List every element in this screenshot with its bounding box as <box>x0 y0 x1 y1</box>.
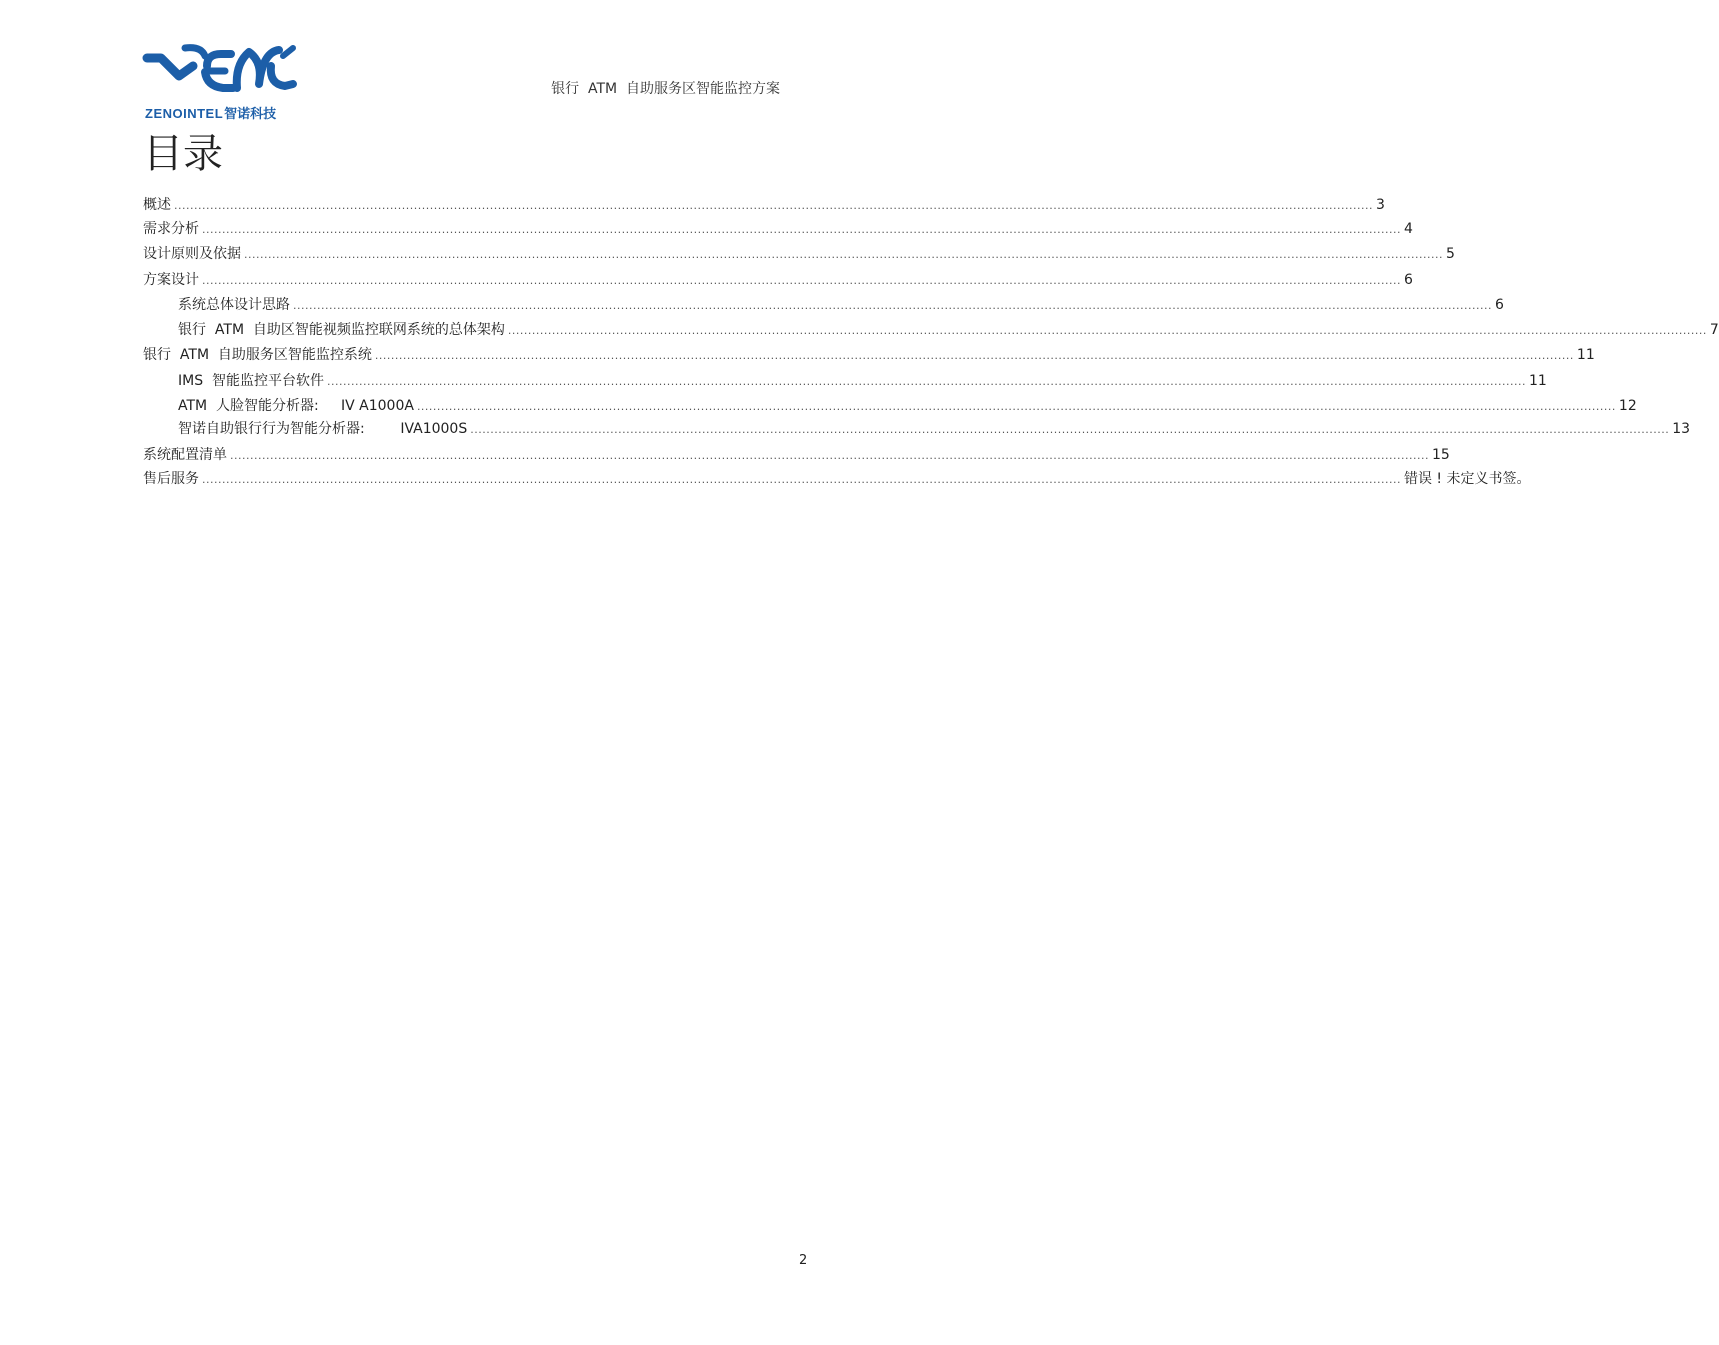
toc-entry-page: 15 <box>1431 447 1450 463</box>
logo-text-cn: 智诺科技 <box>224 106 277 121</box>
toc-entry-page: 13 <box>1672 421 1691 437</box>
toc-entry[interactable] <box>143 345 1595 365</box>
toc-title: 目录 <box>143 131 223 177</box>
toc-entry-title: 银行 ATM 自助服务区智能监控系统 <box>143 347 372 363</box>
toc-entry-page: 11 <box>1528 373 1547 389</box>
toc-leader-dots: ............................................................................................................................................................................................................................................................................................................ <box>202 473 1401 486</box>
toc-entry[interactable] <box>143 219 1413 239</box>
toc-entry-page: 5 <box>1445 246 1455 262</box>
document-header-title: 银行 ATM 自助服务区智能监控方案 <box>551 81 780 97</box>
toc-leader-dots: ............................................................................................................................................................................................................................................................................................................ <box>293 299 1492 312</box>
toc-entry[interactable] <box>178 320 1719 340</box>
toc-entry-page: 错误 ! 未定义书签。 <box>1403 471 1531 487</box>
page-number: 2 <box>799 1253 808 1268</box>
toc-entry-page: 12 <box>1618 398 1637 414</box>
toc-entry-title: 方案设计 <box>143 272 199 288</box>
toc-entry-page: 6 <box>1403 272 1413 288</box>
toc-leader-dots: ............................................................................................................................................................................................................................................................................................................ <box>230 449 1429 462</box>
toc-entry[interactable] <box>178 396 1637 416</box>
toc-entry[interactable] <box>178 371 1547 391</box>
toc-entry-title: ATM 人脸智能分析器: IV A1000A <box>178 398 414 414</box>
toc-leader-dots: ............................................................................................................................................................................................................................................................................................................ <box>202 274 1401 287</box>
toc-leader-dots: ............................................................................................................................................................................................................................................................................................................ <box>374 349 1574 362</box>
toc-entry[interactable] <box>143 469 1531 489</box>
toc-leader-dots: ............................................................................................................................................................................................................................................................................................................ <box>244 248 1443 261</box>
toc-leader-dots: ............................................................................................................................................................................................................................................................................................................ <box>174 199 1373 212</box>
company-logo <box>145 44 297 122</box>
toc-entry[interactable] <box>143 270 1413 290</box>
toc-leader-dots: ............................................................................................................................................................................................................................................................................................................ <box>507 324 1707 337</box>
toc-entry-page: 7 <box>1709 322 1719 338</box>
toc-entry[interactable] <box>143 244 1455 264</box>
toc-entry-title: IMS 智能监控平台软件 <box>178 373 324 389</box>
toc-entry-title: 银行 ATM 自助区智能视频监控联网系统的总体架构 <box>178 322 505 338</box>
logo-wordmark <box>145 103 276 122</box>
toc-entry-title: 售后服务 <box>143 471 199 487</box>
toc-entry-title: 系统总体设计思路 <box>178 297 290 313</box>
toc-leader-dots: ............................................................................................................................................................................................................................................................................................................ <box>416 400 1616 413</box>
toc-entry[interactable] <box>178 295 1504 315</box>
toc-entry-page: 11 <box>1576 347 1595 363</box>
zenointel-logo-icon <box>145 44 297 100</box>
toc-entry[interactable] <box>178 419 1691 439</box>
toc-entry-title: 需求分析 <box>143 221 199 237</box>
toc-entry-title: 系统配置清单 <box>143 447 227 463</box>
toc-entry[interactable] <box>143 445 1450 465</box>
toc-entry-title: 智诺自助银行行为智能分析器: IVA1000S <box>178 421 468 437</box>
toc-entry-page: 6 <box>1494 297 1504 313</box>
toc-entry-page: 4 <box>1403 221 1413 237</box>
toc-leader-dots: ............................................................................................................................................................................................................................................................................................................ <box>327 375 1526 388</box>
toc-entry-title: 概述 <box>143 197 171 213</box>
logo-text-en: ZENOINTEL <box>145 106 224 121</box>
toc-leader-dots: ............................................................................................................................................................................................................................................................................................................ <box>202 223 1401 236</box>
toc-leader-dots: ............................................................................................................................................................................................................................................................................................................ <box>470 423 1670 436</box>
toc-entry[interactable] <box>143 195 1385 215</box>
toc-entry-title: 设计原则及依据 <box>143 246 241 262</box>
toc-entry-page: 3 <box>1375 197 1385 213</box>
